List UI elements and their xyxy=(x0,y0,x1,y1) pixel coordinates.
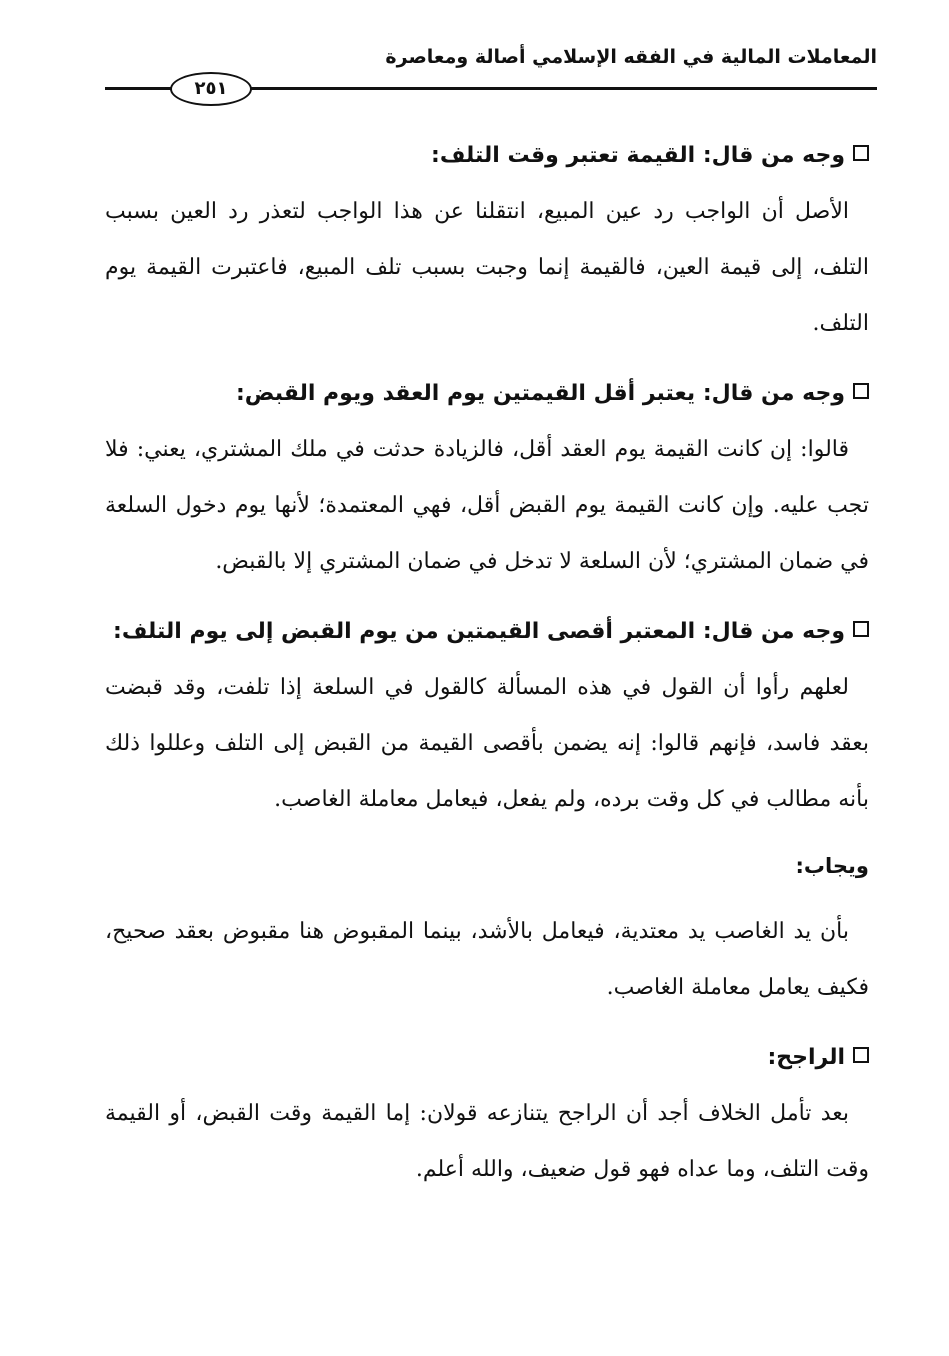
checkbox-square-icon xyxy=(853,383,869,399)
section-paragraph: الأصل أن الواجب رد عين المبيع، انتقلنا عن هذا الواجب لتعذر رد العين بسبب التلف، إلى قيمة العين، فالقيمة إنما وجبت بسبب تلف المبيع، فاعتبرت القيمة يوم التلف. xyxy=(105,199,869,336)
checkbox-square-icon xyxy=(853,1047,869,1063)
conclusion-heading xyxy=(105,1030,869,1086)
conclusion-heading-text: الراجح: xyxy=(767,1045,845,1070)
section-paragraph: لعلهم رأوا أن القول في هذه المسألة كالقول في السلعة إذا تلفت، وقد قبضت بعقد فاسد، فإنهم قالوا: إنه يضمن بأقصى القيمة من القبض إلى التلف وعللوا ذلك بأنه مطالب في كل وقت برده، ولم يفعل، فيعامل معاملة الغاصب. xyxy=(105,675,869,812)
conclusion-paragraph: بعد تأمل الخلاف أجد أن الراجح يتنازعه قولان: إما القيمة وقت القبض، أو القيمة وقت التلف، وما عداه فهو قول ضعيف، والله أعلم. xyxy=(105,1101,869,1182)
running-head-title: المعاملات المالية في الفقه الإسلامي أصالة ومعاصرة xyxy=(385,46,877,68)
section-paragraph: قالوا: إن كانت القيمة يوم العقد أقل، فالزيادة حدثت في ملك المشتري، يعني: فلا تجب عليه. وإن كانت القيمة يوم القبض أقل، فهي المعتمدة؛ لأنها يوم دخول السلعة في ضمان المشتري؛ لأن السلعة لا تدخل في ضمان المشتري إلا بالقبض. xyxy=(105,437,869,574)
reply-paragraph: بأن يد الغاصب يد معتدية، فيعامل بالأشد، بينما المقبوض هنا مقبوض بعقد صحيح، فكيف يعامل معاملة الغاصب. xyxy=(105,919,869,1000)
section-heading-text: وجه من قال: المعتبر أقصى القيمتين من يوم القبض إلى يوم التلف: xyxy=(113,619,845,644)
checkbox-square-icon xyxy=(853,145,869,161)
section-heading xyxy=(105,366,869,422)
page-number: ٢٥١ xyxy=(170,72,252,106)
section-heading-text: وجه من قال: يعتبر أقل القيمتين يوم العقد ويوم القبض: xyxy=(235,381,845,406)
section-heading xyxy=(105,128,869,184)
section-heading-text: وجه من قال: القيمة تعتبر وقت التلف: xyxy=(431,143,845,168)
page-body xyxy=(105,128,869,1198)
reply-label: ويجاب: xyxy=(795,854,869,878)
checkbox-square-icon xyxy=(853,621,869,637)
section-heading xyxy=(105,604,869,660)
